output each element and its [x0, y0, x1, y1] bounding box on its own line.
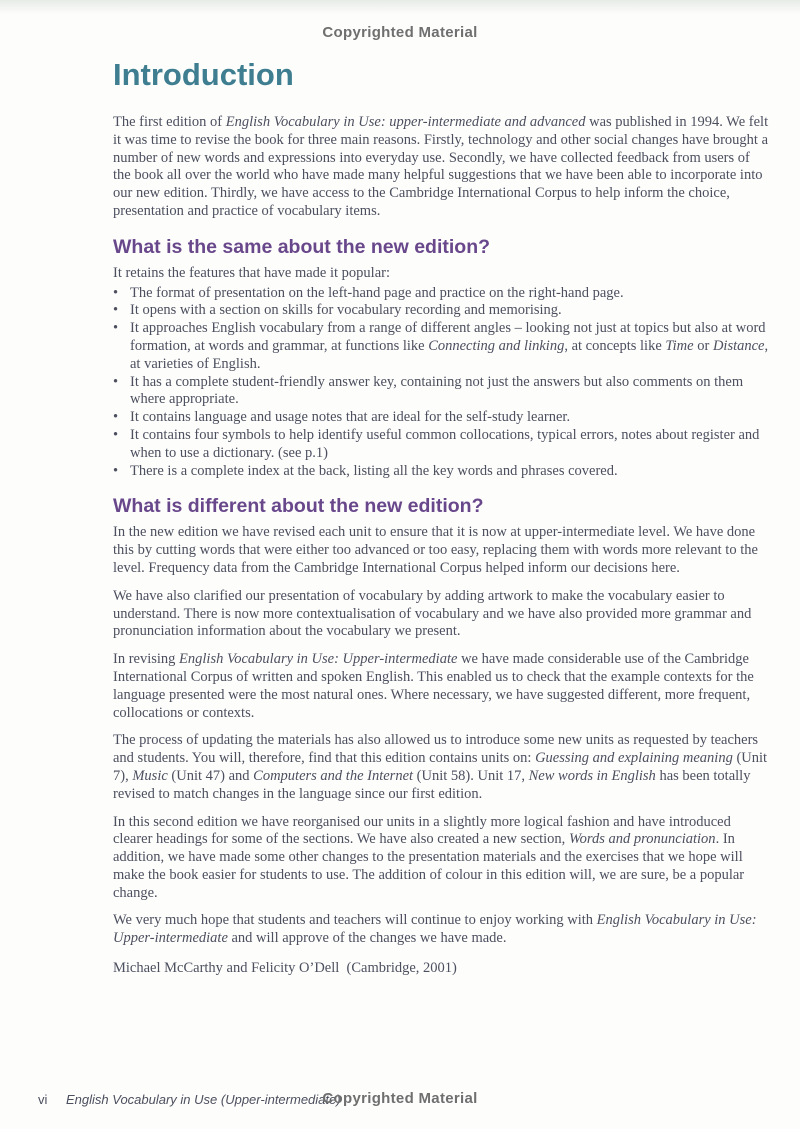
list-item-opening-section: • It opens with a section on skills for vocabulary recording and memorising.: [113, 302, 770, 320]
section-same-heading: What is the same about the new edition?: [113, 235, 491, 258]
section-same-lead: It retains the features that have made it popular:: [113, 264, 391, 281]
diff-paragraph-new-units: The process of updating the materials has also allowed us to introduce some new units as requested by teachers and students. You will, therefore, find that this edition contains units on: Guessing and explaining meaning (Unit 7), Music (Unit 47) and Computers and the Internet (Unit 58). Unit 17, New words in English has been totally revised to match changes in the language since our first edition.: [113, 732, 768, 802]
signature-line: Michael McCarthy and Felicity O’Dell (Cambridge, 2001): [113, 960, 457, 977]
copyright-watermark-bottom: Copyrighted Material: [322, 1090, 478, 1107]
footer-book-title: English Vocabulary in Use (Upper-intermediate): [66, 1092, 341, 1107]
intro-paragraph: The first edition of English Vocabulary in Use: upper-intermediate and advanced was published in 1994. We felt it was time to revise the book for three main reasons. Firstly, technology and other social changes have brought a number of new words and expressions into everyday use. Secondly, we have collected feedback from users of the book all over the world who have made many helpful suggestions that we have been able to incorporate into our new edition. Thirdly, we have access to the Cambridge International Corpus to help inform the choice, presentation and practice of vocabulary items.: [113, 114, 769, 219]
copyright-watermark-top: Copyrighted Material: [322, 24, 478, 41]
page-number: vi: [38, 1092, 48, 1107]
list-item-angles: • It approaches English vocabulary from a range of different angles – looking not just at topics but also at word formation, at words and grammar, at functions like Connecting and linking, at concepts like Time or Distance, at varieties of English.: [113, 320, 770, 373]
diff-paragraph-hope: We very much hope that students and teachers will continue to enjoy working with English Vocabulary in Use: Upper-intermediate and will approve of the changes we have made.: [113, 912, 757, 947]
page-footer: [0, 1090, 800, 1112]
diff-paragraph-revised-units: In the new edition we have revised each unit to ensure that it is now at upper-intermediate level. We have done this by cutting words that were either too advanced or too easy, replacing them with words more relevant to the level. Frequency data from the Cambridge International Corpus helped inform our decisions here.: [113, 524, 758, 576]
features-list: [113, 285, 770, 481]
list-item-symbols: • It contains four symbols to help identify useful common collocations, typical errors, notes about register and when to use a dictionary. (see p.1): [113, 427, 770, 463]
list-item-answer-key: • It has a complete student-friendly answer key, containing not just the answers but also comments on them where appropriate.: [113, 374, 770, 410]
page-title: Introduction: [113, 57, 294, 92]
diff-paragraph-artwork: We have also clarified our presentation of vocabulary by adding artwork to make the vocabulary easier to understand. There is now more contextualisation of vocabulary and we have also provided more grammar and pronunciation information about the vocabulary we present.: [113, 587, 752, 640]
diff-paragraph-reorganised: In this second edition we have reorganised our units in a slightly more logical fashion and have introduced clearer headings for some of the sections. We have also created a new section, Words and pronunciation. In addition, we have made some other changes to the presentation materials and the exercises that we hope will make the book easier for students to use. The addition of colour in this edition will, we are sure, be a popular change.: [113, 813, 745, 901]
section-diff-heading: What is different about the new edition?: [113, 495, 484, 518]
list-item-usage-notes: • It contains language and usage notes that are ideal for the self-study learner.: [113, 409, 770, 427]
list-item-index: • There is a complete index at the back, listing all the key words and phrases covered.: [113, 463, 770, 481]
scan-edge-artifact: [0, 0, 800, 14]
diff-paragraph-corpus: In revising English Vocabulary in Use: Upper-intermediate we have made considerable use of the Cambridge International Corpus of written and spoken English. This enabled us to check that the example contexts for the language presented were the most natural ones. Where necessary, we have suggested different, more frequent, collocations or contexts.: [113, 651, 754, 721]
list-item-format: • The format of presentation on the left-hand page and practice on the right-hand page.: [113, 285, 770, 303]
